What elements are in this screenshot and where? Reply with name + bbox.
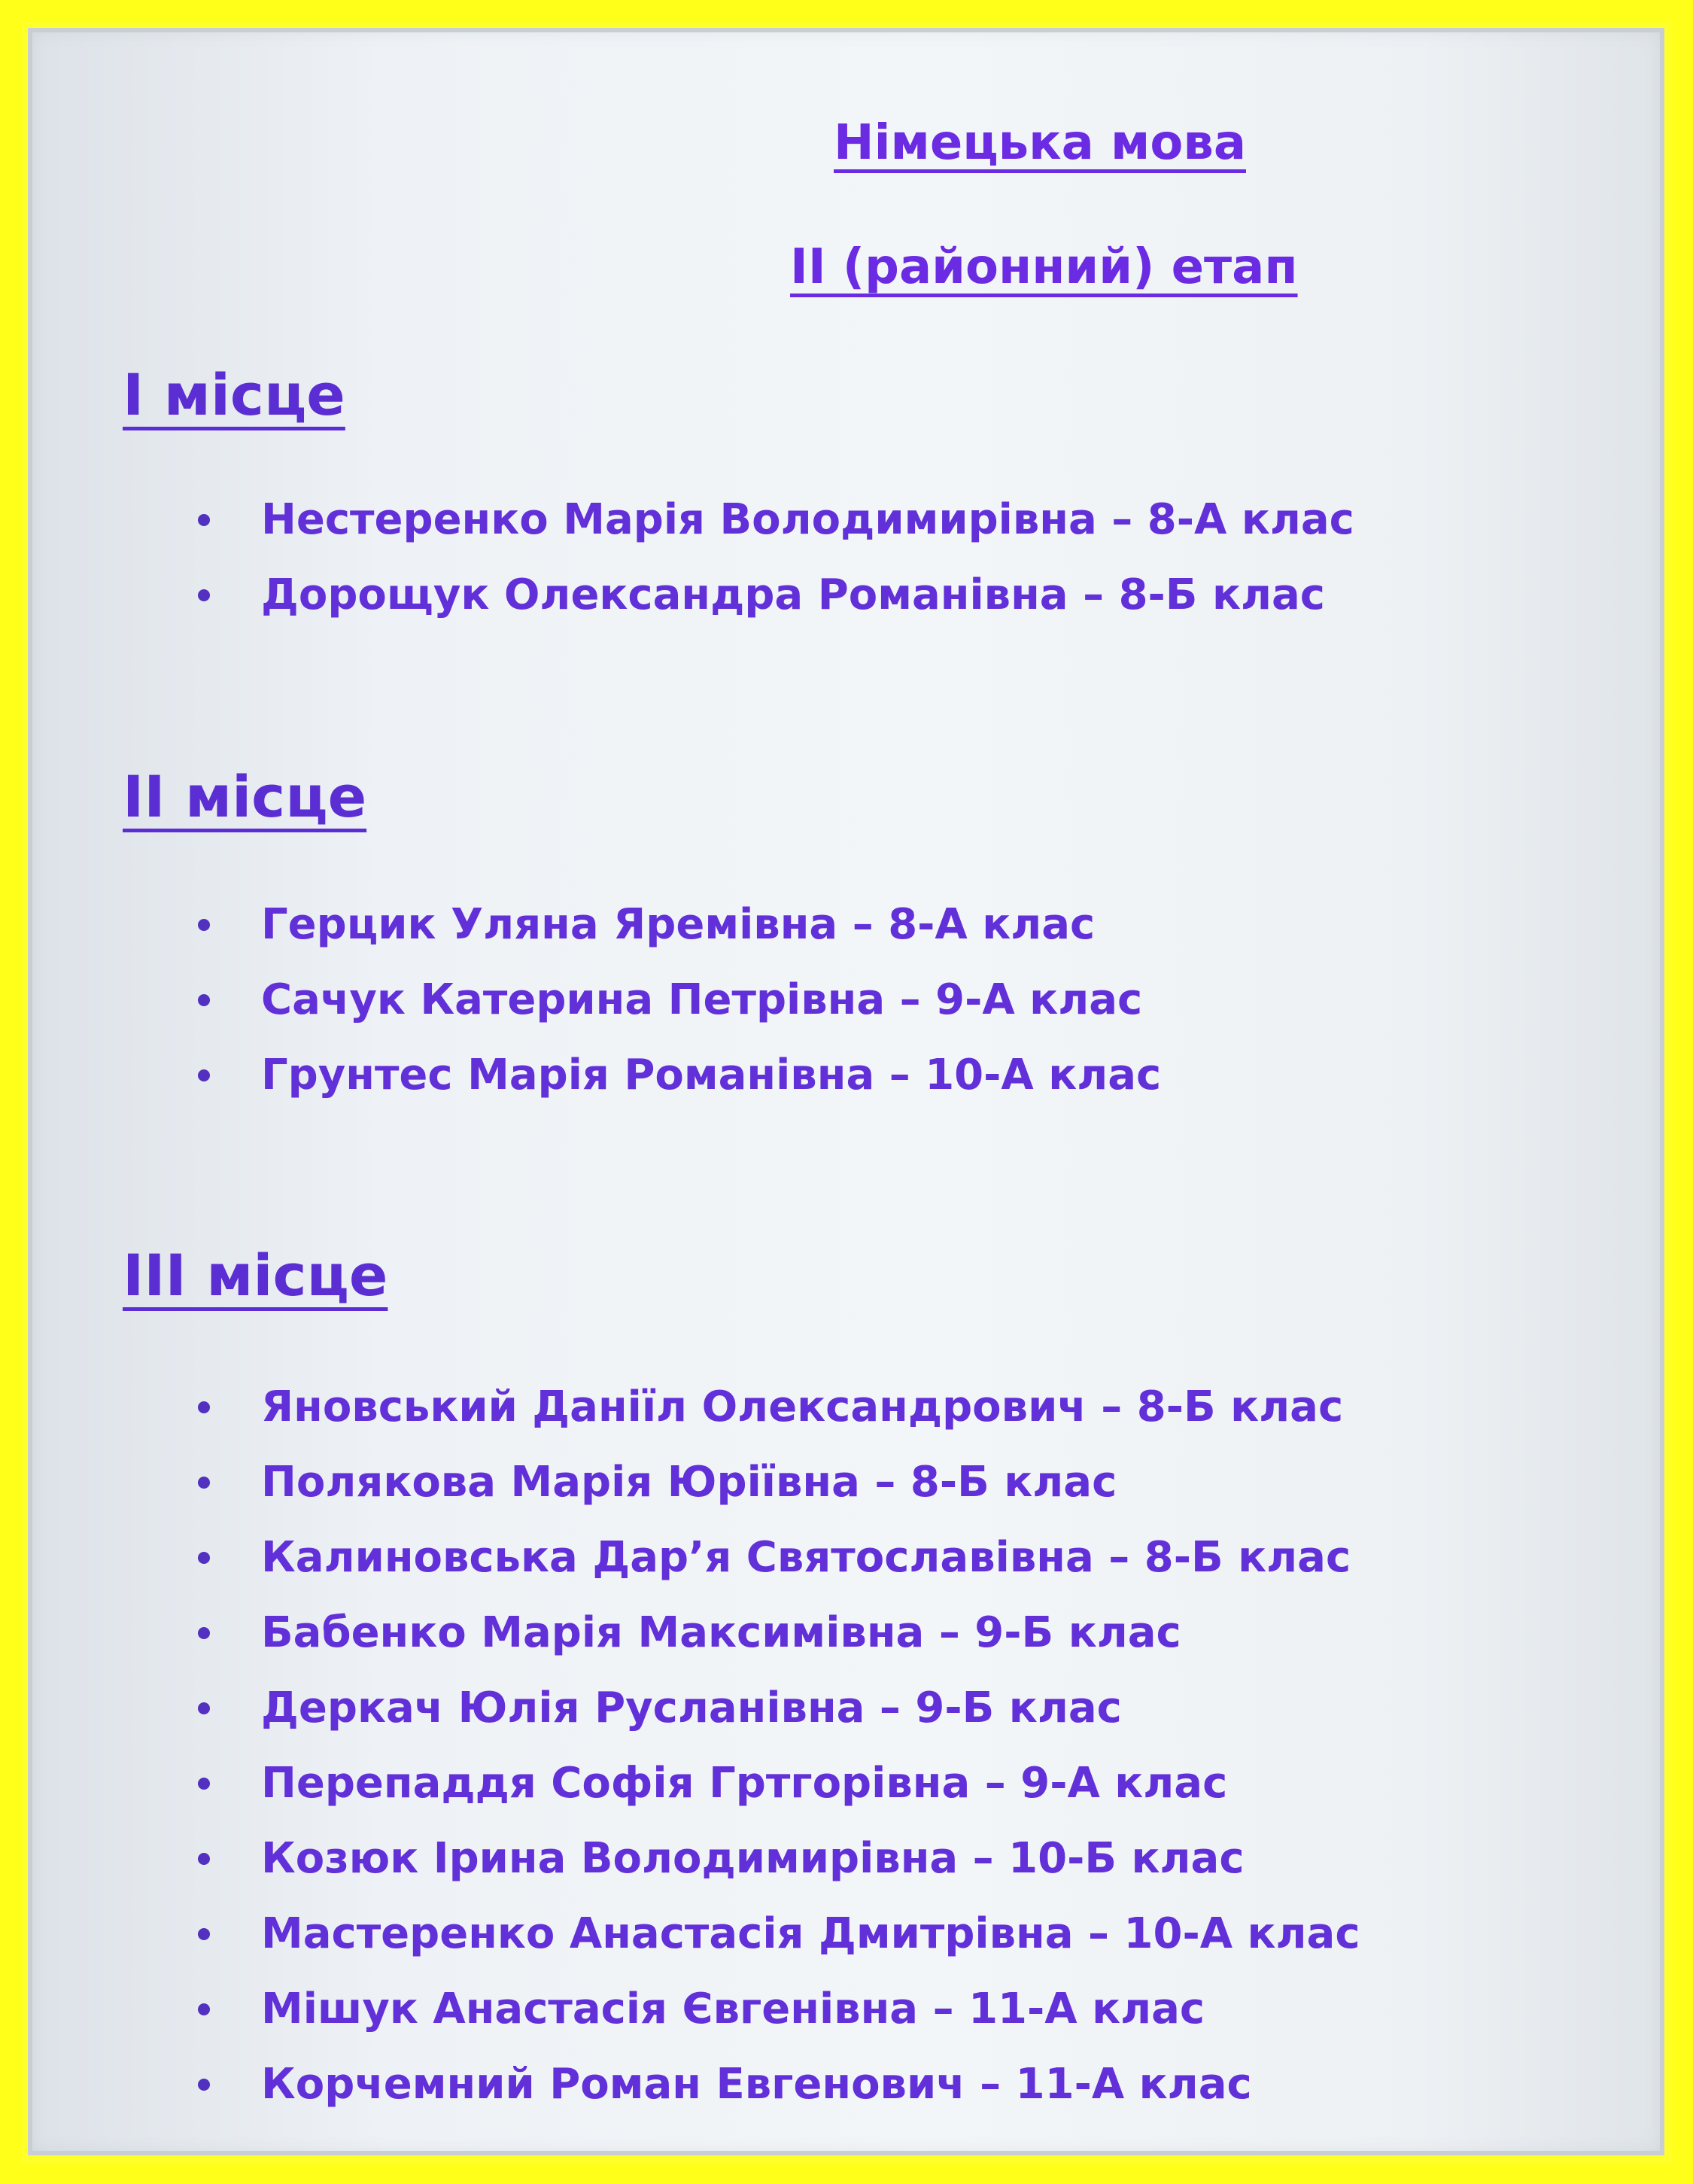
bullet-icon (198, 1069, 210, 1081)
list-item (192, 1982, 1360, 2058)
student-entry: Полякова Марія Юріївна – 8-Б клас (261, 1458, 1117, 1507)
bullet-icon (198, 1477, 210, 1489)
list-item (192, 898, 1161, 973)
list-item (192, 1531, 1360, 1606)
bullet-icon (198, 919, 210, 931)
student-entry: Деркач Юлія Русланівна – 9-Б клас (261, 1684, 1122, 1732)
student-entry: Грунтес Марія Романівна – 10-А клас (261, 1051, 1162, 1100)
list-item (192, 1380, 1360, 1455)
student-entry: Корчемний Роман Евгенович – 11-А клас (261, 2060, 1252, 2109)
bullet-icon (198, 2079, 210, 2091)
list-item (192, 1681, 1360, 1757)
list-item (192, 1606, 1360, 1681)
student-entry: Козюк Ірина Володимирівна – 10-Б клас (261, 1834, 1245, 1883)
bullet-icon (198, 1778, 210, 1790)
list-item (192, 1757, 1360, 1832)
bullet-icon (198, 1853, 210, 1865)
subject-title: Німецька мова (834, 115, 1246, 171)
list-item (192, 2058, 1360, 2133)
list-item (192, 1048, 1161, 1124)
bullet-icon (198, 1928, 210, 1940)
bullet-icon (198, 994, 210, 1006)
stage-title: II (районний) етап (790, 239, 1298, 295)
list-item (192, 1455, 1360, 1531)
student-entry: Нестеренко Марія Володимирівна – 8-А клас (261, 495, 1354, 544)
student-entry: Перепаддя Софія Гртгорівна – 9-А клас (261, 1759, 1228, 1808)
place-heading-1: I місце (123, 361, 345, 428)
bullet-icon (198, 2003, 210, 2015)
bullet-icon (198, 514, 210, 526)
bullet-icon (198, 1552, 210, 1564)
list-item (192, 1907, 1360, 1982)
place-3-list (192, 1380, 1360, 2133)
student-entry: Герцик Уляна Яремівна – 8-А клас (261, 900, 1096, 949)
place-heading-2: II місце (123, 763, 367, 830)
list-item (192, 493, 1354, 568)
student-entry: Мастеренко Анастасія Дмитрівна – 10-А клас (261, 1909, 1360, 1958)
student-entry: Калиновська Дар’я Святославівна – 8-Б клас (261, 1533, 1351, 1582)
student-entry: Яновський Даніїл Олександрович – 8-Б клас (261, 1382, 1344, 1431)
bullet-icon (198, 1401, 210, 1413)
list-item (192, 973, 1161, 1048)
bullet-icon (198, 1702, 210, 1714)
bullet-icon (198, 589, 210, 601)
student-entry: Сачук Катерина Петрівна – 9-А клас (261, 975, 1143, 1024)
place-1-list (192, 493, 1354, 643)
place-heading-3: III місце (123, 1242, 388, 1309)
student-entry: Бабенко Марія Максимівна – 9-Б клас (261, 1608, 1181, 1657)
student-entry: Дорощук Олександра Романівна – 8-Б клас (261, 570, 1325, 619)
place-2-list (192, 898, 1161, 1124)
bullet-icon (198, 1627, 210, 1639)
student-entry: Мішук Анастасія Євгенівна – 11-А клас (261, 1985, 1205, 2033)
list-item (192, 568, 1354, 643)
list-item (192, 1832, 1360, 1907)
